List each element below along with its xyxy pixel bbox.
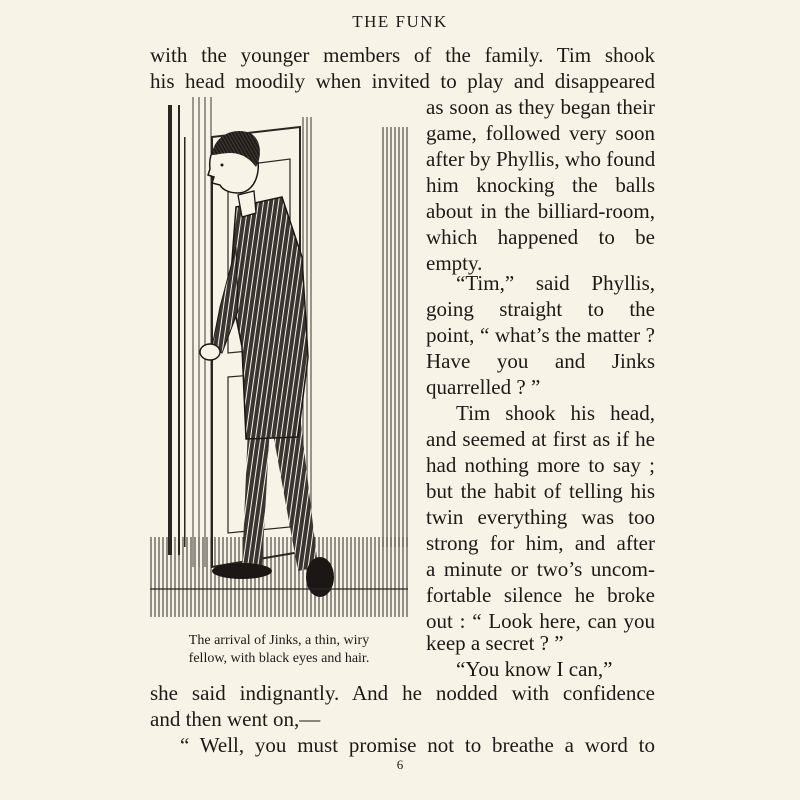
text-line: which happened to be	[426, 225, 655, 249]
text-line: quarrelled ? ”	[426, 375, 541, 399]
text-line: about in the billiard-room,	[426, 199, 655, 223]
text-line: a minute or two’s uncom-	[426, 557, 655, 581]
text-line: with the younger members of the family. Tim shook	[150, 43, 655, 67]
text-line: and seemed at first as if he	[426, 427, 655, 451]
text-line: and then went on,—	[150, 707, 321, 731]
text-line: game, followed very soon	[426, 121, 655, 145]
text-line: “ Well, you must promise not to breathe a word to	[180, 733, 655, 757]
illustration-caption	[150, 632, 408, 668]
caption-line: The arrival of Jinks, a thin, wiry	[188, 633, 370, 648]
text-line: point, “ what’s the matter ?	[426, 323, 655, 347]
text-line: out : “ Look here, can you	[426, 609, 655, 633]
text-line: his head moodily when invited to play and disappeared	[150, 69, 655, 93]
text-line: after by Phyllis, who found	[426, 147, 656, 171]
text-line: but the habit of telling his	[426, 479, 655, 503]
text-line: keep a secret ? ”	[426, 631, 564, 655]
text-line: empty.	[426, 251, 483, 275]
caption-line: fellow, with black eyes and hair.	[188, 651, 370, 666]
text-line: “Tim,” said Phyllis,	[456, 271, 655, 295]
text-line: had nothing more to say ;	[426, 453, 655, 477]
text-line: twin everything was too	[426, 505, 655, 529]
text-line: she said indignantly. And he nodded with confidence	[150, 681, 655, 705]
page-number: 6	[396, 757, 404, 772]
illustration-man-walking-through-door	[150, 97, 408, 617]
text-line: Tim shook his head,	[456, 401, 655, 425]
text-line: strong for him, and after	[426, 531, 655, 555]
running-head: THE FUNK	[352, 12, 448, 31]
text-line: going straight to the	[426, 297, 655, 321]
text-line: him knocking the balls	[426, 173, 655, 197]
text-line: fortable silence he broke	[426, 583, 655, 607]
text-line: “You know I can,”	[456, 657, 613, 681]
text-line: as soon as they began their	[426, 95, 655, 119]
text-line: Have you and Jinks	[426, 349, 655, 373]
